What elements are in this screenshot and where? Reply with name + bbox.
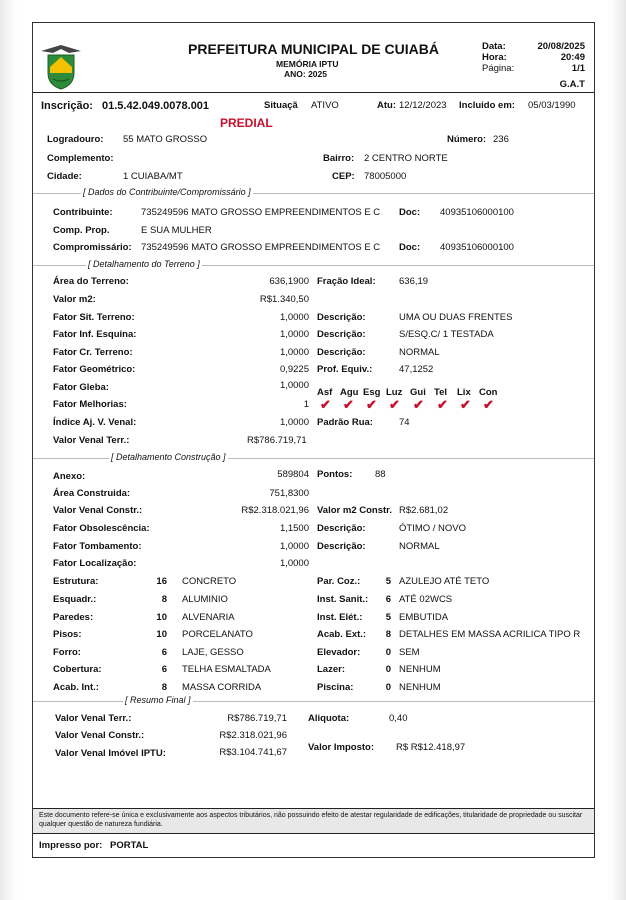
check-mark-icon: ✔: [437, 397, 448, 412]
page-number-value: 1/1: [571, 63, 585, 74]
item-label: Estrutura:: [53, 576, 99, 587]
time-value: 20:49: [560, 52, 585, 63]
item-code: 10: [156, 629, 167, 640]
valor-m2-constr-label: Valor m2 Constr.: [317, 505, 392, 516]
footer-divider: [33, 833, 594, 834]
item-desc: TELHA ESMALTADA: [182, 664, 271, 675]
localizacao-label: Fator Localização:: [53, 558, 137, 569]
item-desc: AZULEJO ATÉ TETO: [399, 576, 490, 587]
contribuinte-section-title: [ Dados do Contribuinte/Compromissário ]: [83, 187, 251, 197]
terreno-value: 1,0000: [279, 347, 309, 358]
melhoria-code: Tel: [434, 387, 448, 398]
item-desc: NENHUM: [399, 682, 441, 693]
valor-venal-constr-value: R$2.318.021,96: [241, 505, 309, 516]
terreno-label: Valor Venal Terr.:: [53, 435, 130, 446]
item-code: 6: [161, 647, 167, 658]
situacao-value: ATIVO: [311, 100, 339, 111]
item-label: Inst. Sanit.:: [317, 594, 369, 605]
terreno-right-value: S/ESQ.C/ 1 TESTADA: [399, 329, 494, 340]
date-label: Data:: [482, 41, 506, 52]
contribuinte-doc-label: Doc:: [399, 207, 421, 218]
terreno-label: Fator Sit. Terreno:: [53, 312, 135, 323]
pontos-value: 88: [375, 469, 386, 480]
terreno-right-label: Descrição:: [317, 347, 366, 358]
incluido-value: 05/03/1990: [528, 100, 576, 111]
item-desc: ALVENARIA: [182, 612, 235, 623]
item-code: 0: [385, 647, 391, 658]
impresso-label: Impresso por:: [39, 840, 103, 851]
terreno-right-value: 47,1252: [399, 364, 434, 375]
incluido-label: Incluido em:: [459, 100, 515, 111]
valor-m2-constr-value: R$2.681,02: [399, 505, 449, 516]
cep-label: CEP:: [332, 171, 355, 182]
cep-value: 78005000: [364, 171, 407, 182]
item-code: 8: [161, 682, 167, 693]
iptu-document: [32, 22, 595, 858]
logradouro-value: 55 MATO GROSSO: [123, 134, 208, 145]
tombamento-desc-value: NORMAL: [399, 541, 440, 552]
comp-prop-label: Comp. Prop.: [53, 225, 110, 236]
item-desc: EMBUTIDA: [399, 612, 449, 623]
terreno-value: 1,0000: [279, 417, 309, 428]
terreno-value: 636,1900: [269, 276, 309, 287]
terreno-right-value: NORMAL: [399, 347, 440, 358]
check-mark-icon: ✔: [413, 397, 424, 412]
terreno-label: Fator Melhorias:: [53, 399, 127, 410]
melhoria-code: Luz: [386, 387, 403, 398]
header-divider: [33, 92, 594, 93]
padrao-rua-value: 74: [399, 417, 410, 428]
terreno-label: Índice Aj. V. Venal:: [53, 417, 137, 428]
contribuinte-doc-value: 40935106000100: [440, 207, 514, 218]
atu-label: Atu:: [377, 100, 396, 111]
terreno-right-value: UMA OU DUAS FRENTES: [399, 312, 513, 323]
terreno-value: R$1.340,50: [259, 294, 309, 305]
melhoria-code: Lix: [457, 387, 471, 398]
property-type-badge: PREDIAL: [220, 116, 273, 130]
item-label: Forro:: [53, 647, 81, 658]
cidade-label: Cidade:: [47, 171, 82, 182]
item-code: 8: [161, 594, 167, 605]
item-code: 6: [385, 594, 391, 605]
item-desc: SEM: [399, 647, 420, 658]
item-code: 0: [385, 664, 391, 675]
compromissario-doc-label: Doc:: [399, 242, 421, 253]
disclaimer-text: Este documento refere-se única e exclusivamente aos aspectos tributários, não possuindo efeito de atestar regularidade de edificações, titularidade de propriedade ou suscitar qualquer questão de natureza fundiária.: [33, 809, 594, 833]
terreno-label: Valor m2:: [53, 294, 96, 305]
item-label: Piscina:: [317, 682, 354, 693]
cidade-value: 1 CUIABA/MT: [123, 171, 183, 182]
terreno-label: Fator Cr. Terreno:: [53, 347, 133, 358]
terreno-value: 1: [303, 399, 309, 410]
item-label: Acab. Int.:: [53, 682, 99, 693]
check-mark-icon: ✔: [460, 397, 471, 412]
item-label: Cobertura:: [53, 664, 102, 675]
aliquota-value: 0,40: [389, 713, 408, 724]
melhoria-code: Asf: [317, 387, 333, 398]
item-desc: DETALHES EM MASSA ACRILICA TIPO R: [399, 629, 581, 640]
item-code: 16: [156, 576, 167, 587]
terreno-value: 1,0000: [279, 380, 309, 391]
contribuinte-label: Contribuinte:: [53, 207, 113, 218]
page-title: PREFEITURA MUNICIPAL DE CUIABÁ: [188, 41, 439, 57]
department-code: G.A.T: [559, 79, 585, 90]
resumo-terr-value: R$786.719,71: [227, 713, 287, 724]
area-construida-label: Área Construida:: [53, 488, 131, 499]
melhoria-code: Con: [479, 387, 498, 398]
city-coat-of-arms-icon: [39, 43, 83, 91]
localizacao-value: 1,0000: [279, 558, 309, 569]
item-code: 8: [385, 629, 391, 640]
item-label: Lazer:: [317, 664, 345, 675]
area-construida-value: 751,8300: [269, 488, 309, 499]
bairro-value: 2 CENTRO NORTE: [364, 153, 448, 164]
comp-prop-value: E SUA MULHER: [141, 225, 212, 236]
terreno-section-title: [ Detalhamento do Terreno ]: [88, 259, 200, 269]
item-code: 5: [385, 576, 391, 587]
melhoria-code: Agu: [340, 387, 359, 398]
terreno-label: Área do Terreno:: [53, 276, 129, 287]
check-mark-icon: ✔: [366, 397, 377, 412]
terreno-label: Fator Gleba:: [53, 382, 109, 393]
pontos-label: Pontos:: [317, 469, 353, 480]
valor-venal-constr-label: Valor Venal Constr.:: [53, 505, 143, 516]
terreno-value: 0,9225: [279, 364, 309, 375]
terreno-right-value: 636,19: [399, 276, 429, 287]
resumo-section-line: [33, 701, 594, 702]
obsolescencia-desc-label: Descrição:: [317, 523, 366, 534]
page-number-label: Página:: [482, 63, 515, 74]
tombamento-label: Fator Tombamento:: [53, 541, 142, 552]
resumo-section-title: [ Resumo Final ]: [125, 695, 191, 705]
terreno-label: Fator Inf. Esquina:: [53, 329, 137, 340]
construcao-section-title: [ Detalhamento Construção ]: [111, 452, 226, 462]
obsolescencia-label: Fator Obsolescência:: [53, 523, 150, 534]
item-label: Paredes:: [53, 612, 94, 623]
terreno-right-label: Fração Ideal:: [317, 276, 376, 287]
item-label: Esquadr.:: [53, 594, 97, 605]
item-desc: CONCRETO: [182, 576, 237, 587]
item-code: 5: [385, 612, 391, 623]
item-label: Elevador:: [317, 647, 361, 658]
resumo-imovel-label: Valor Venal Imóvel IPTU:: [55, 748, 166, 759]
item-code: 10: [156, 612, 167, 623]
check-mark-icon: ✔: [389, 397, 400, 412]
year-label: ANO: 2025: [284, 69, 327, 79]
check-mark-icon: ✔: [343, 397, 354, 412]
impresso-value: PORTAL: [110, 840, 149, 851]
terreno-value: R$786.719,71: [247, 435, 307, 446]
complemento-label: Complemento:: [47, 153, 114, 164]
melhoria-code: Esg: [363, 387, 381, 398]
bairro-label: Bairro:: [323, 153, 355, 164]
numero-value: 236: [493, 134, 509, 145]
situacao-label: Situaçã: [264, 100, 298, 111]
resumo-constr-value: R$2.318.021,96: [219, 730, 287, 741]
aliquota-label: Aliquota:: [308, 713, 350, 724]
check-mark-icon: ✔: [320, 397, 331, 412]
terreno-value: 1,0000: [279, 312, 309, 323]
item-label: Par. Coz.:: [317, 576, 361, 587]
item-desc: LAJE, GESSO: [182, 647, 244, 658]
obsolescencia-desc-value: ÓTIMO / NOVO: [399, 523, 467, 534]
resumo-constr-label: Valor Venal Constr.:: [55, 730, 145, 741]
resumo-terr-label: Valor Venal Terr.:: [55, 713, 132, 724]
item-desc: MASSA CORRIDA: [182, 682, 262, 693]
obsolescencia-value: 1,1500: [279, 523, 309, 534]
item-desc: PORCELANATO: [182, 629, 253, 640]
anexo-label: Anexo:: [53, 471, 86, 482]
compromissario-value: 735249596 MATO GROSSO EMPREENDIMENTOS E C: [141, 242, 381, 253]
item-label: Pisos:: [53, 629, 82, 640]
item-label: Acab. Ext.:: [317, 629, 367, 640]
padrao-rua-label: Padrão Rua:: [317, 417, 373, 428]
atu-value: 12/12/2023: [399, 100, 447, 111]
terreno-right-label: Descrição:: [317, 312, 366, 323]
terreno-right-label: Prof. Equiv.:: [317, 364, 373, 375]
time-label: Hora:: [482, 52, 507, 63]
page-subtitle: MEMÓRIA IPTU: [276, 59, 339, 69]
check-mark-icon: ✔: [483, 397, 494, 412]
inscricao-value: 01.5.42.049.0078.001: [102, 100, 210, 112]
item-desc: ALUMINIO: [182, 594, 228, 605]
date-value: 20/08/2025: [537, 41, 585, 52]
terreno-right-label: Descrição:: [317, 329, 366, 340]
item-desc: ATÉ 02WCS: [399, 594, 453, 605]
tombamento-value: 1,0000: [279, 541, 309, 552]
item-code: 0: [385, 682, 391, 693]
compromissario-doc-value: 40935106000100: [440, 242, 514, 253]
anexo-value: 589804: [277, 469, 309, 480]
item-code: 6: [161, 664, 167, 675]
item-label: Inst. Elét.:: [317, 612, 363, 623]
numero-label: Número:: [447, 134, 487, 145]
resumo-imovel-value: R$3.104.741,67: [219, 747, 287, 758]
item-desc: NENHUM: [399, 664, 441, 675]
melhoria-code: Gui: [410, 387, 426, 398]
logradouro-label: Logradouro:: [47, 134, 104, 145]
terreno-label: Fator Geométrico:: [53, 364, 136, 375]
compromissario-label: Compromissário:: [53, 242, 132, 253]
contribuinte-value: 735249596 MATO GROSSO EMPREENDIMENTOS E C: [141, 207, 381, 218]
valor-imposto-label: Valor Imposto:: [308, 742, 374, 753]
inscricao-label: Inscrição:: [41, 100, 93, 112]
terreno-value: 1,0000: [279, 329, 309, 340]
tombamento-desc-label: Descrição:: [317, 541, 366, 552]
valor-imposto-value: R$ R$12.418,97: [396, 742, 466, 753]
